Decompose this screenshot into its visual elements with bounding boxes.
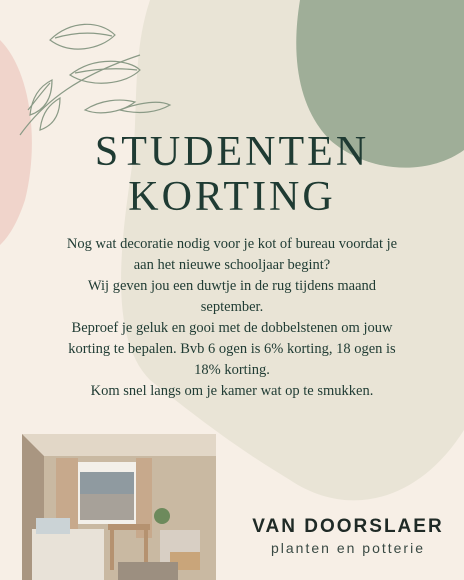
brand-tagline: planten en potterie <box>271 540 425 556</box>
body-line: Beproef je geluk en gooi met de dobbelstenen om jouw <box>71 320 393 336</box>
body-line: september. <box>200 299 264 315</box>
headline-line-1: STUDENTEN <box>94 129 370 175</box>
body-text <box>10 234 454 402</box>
body-line: 18% korting. <box>194 362 270 378</box>
body-line: korting te bepalen. Bvb 6 ogen is 6% korting, 18 ogen is <box>68 341 396 357</box>
body-line: Nog wat decoratie nodig voor je kot of bureau voordat je <box>66 236 398 252</box>
brand-logo <box>248 516 448 556</box>
body-line: Kom snel langs om je kamer wat op te smukken. <box>90 383 374 399</box>
room-photo <box>22 434 216 580</box>
body-line: Wij geven jou een duwtje in de rug tijdens maand <box>87 278 377 294</box>
body-line: aan het nieuwe schooljaar begint? <box>133 257 331 273</box>
headline-line-2: KORTING <box>128 174 336 220</box>
brand-name: VAN DOORSLAER <box>252 516 444 537</box>
